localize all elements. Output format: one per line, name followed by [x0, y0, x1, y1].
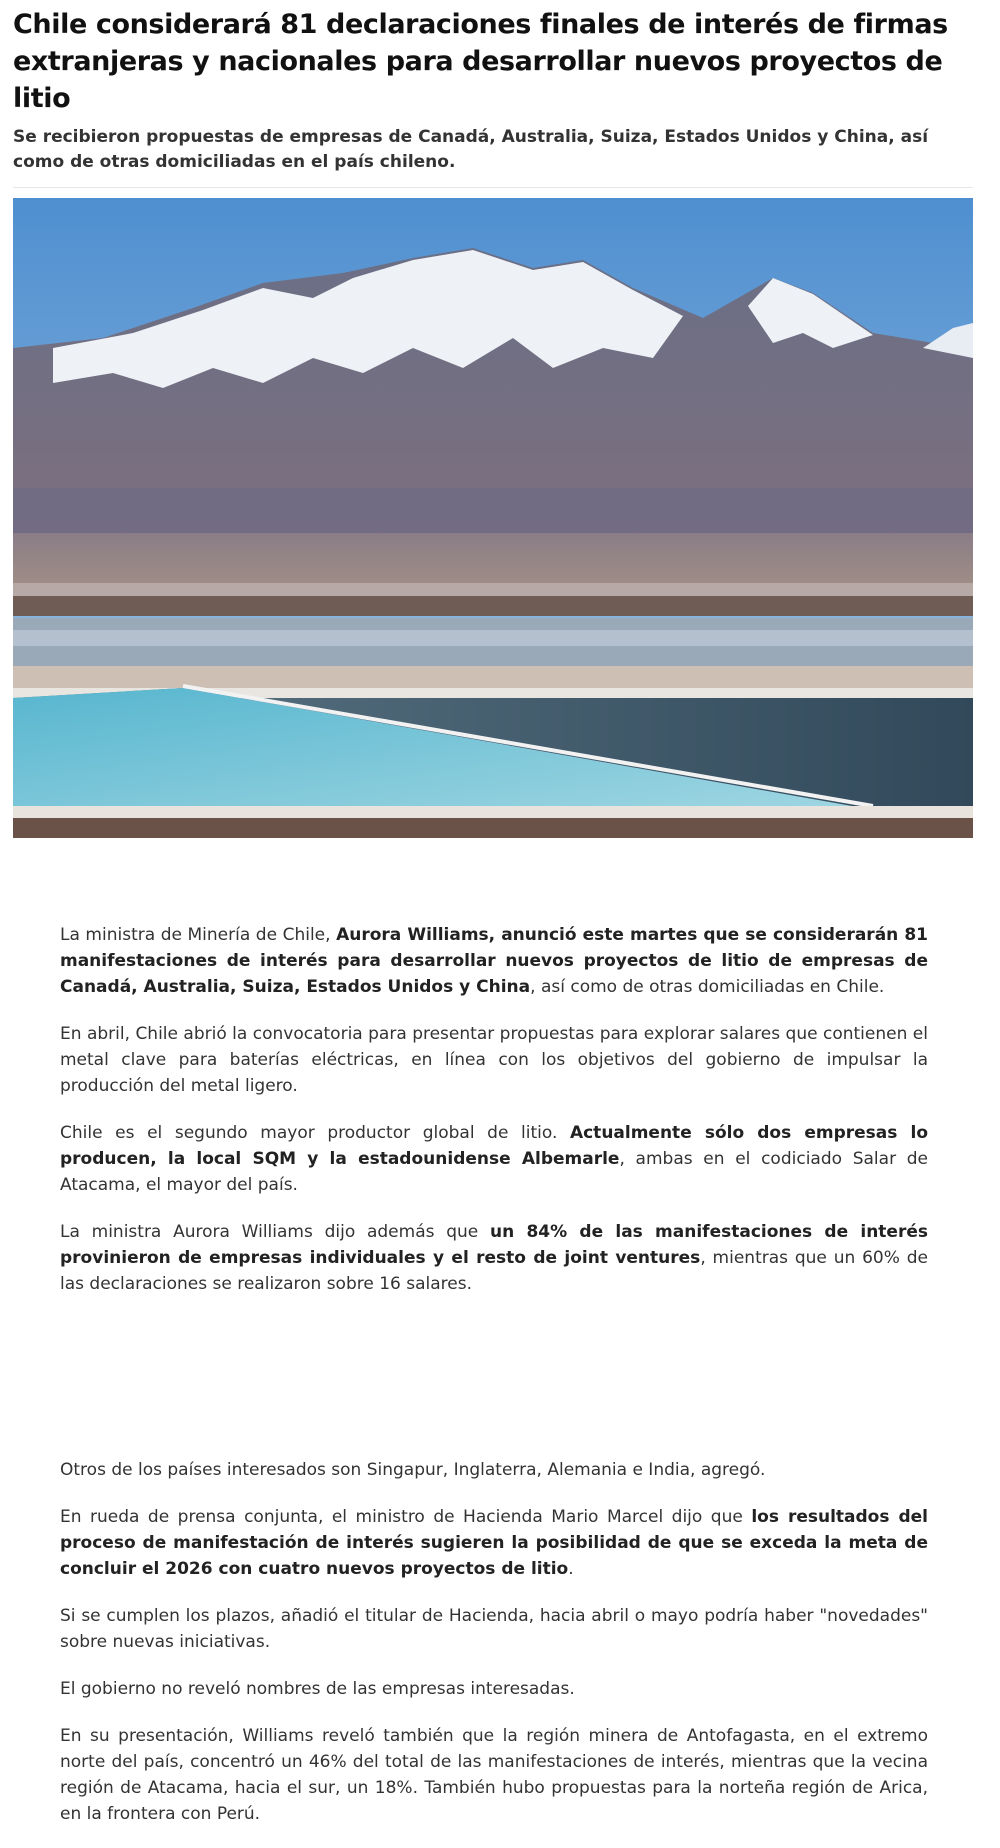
paragraph-5: Otros de los países interesados son Singapur, Inglaterra, Alemania e India, agregó.	[60, 1460, 766, 1480]
paragraph-8: El gobierno no reveló nombres de las empresas interesadas.	[60, 1679, 575, 1699]
header-divider	[13, 187, 973, 188]
paragraph-1: La ministra de Minería de Chile, Aurora Williams, anunció este martes que se considerarán 81 manifestaciones de interés para desarrollar nuevos proyectos de litio de empresas de Canadá, Australia, Suiza, Estados Unidos y China, así como de otras domiciliadas en Chile.	[60, 925, 928, 997]
paragraph-4: La ministra Aurora Williams dijo además que un 84% de las manifestaciones de interés provinieron de empresas individuales y el resto de joint ventures, mientras que un 60% de las declaraciones se realizaron sobre 16 salares.	[60, 1222, 928, 1294]
article-body	[60, 922, 928, 1848]
highlight-text: los resultados del proceso de manifestación de interés sugieren la posibilidad de que se exceda la meta de concluir el 2026 con cuatro nuevos proyectos de litio	[60, 1507, 928, 1579]
article-header	[13, 0, 973, 220]
paragraph-6: En rueda de prensa conjunta, el ministro de Hacienda Mario Marcel dijo que los resultados del proceso de manifestación de interés sugieren la posibilidad de que se exceda la meta de concluir el 2026 con cuatro nuevos proyectos de litio.	[60, 1507, 928, 1579]
article-subtitle: Se recibieron propuestas de empresas de Canadá, Australia, Suiza, Estados Unidos y China, así como de otras domiciliadas en el país chileno.	[13, 127, 929, 172]
ad-spacer	[60, 1318, 928, 1457]
paragraph-9: En su presentación, Williams reveló también que la región minera de Antofagasta, en el extremo norte del país, concentró un 46% del total de las manifestaciones de interés, mientras que la vecina región de Atacama, hacia el sur, un 18%. También hubo propuestas para la norteña región de Arica, en la frontera con Perú.	[60, 1726, 928, 1824]
article-title: Chile considerará 81 declaraciones finales de interés de firmas extranjeras y nacionales para desarrollar nuevos proyectos de litio	[13, 9, 948, 114]
paragraph-7: Si se cumplen los plazos, añadió el titular de Hacienda, hacia abril o mayo podría haber "novedades" sobre nuevas iniciativas.	[60, 1606, 928, 1652]
highlight-text: un 84% de las manifestaciones de interés provinieron de empresas individuales y el resto de joint ventures	[60, 1222, 928, 1268]
highlight-text: Actualmente sólo dos empresas lo producen, la local SQM y la estadounidense Albemarle	[60, 1123, 928, 1169]
paragraph-3: Chile es el segundo mayor productor global de litio. Actualmente sólo dos empresas lo producen, la local SQM y la estadounidense Albemarle, ambas en el codiciado Salar de Atacama, el mayor del país.	[60, 1123, 928, 1195]
highlight-text: Aurora Williams, anunció este martes que se considerarán 81 manifestaciones de interés para desarrollar nuevos proyectos de litio de empresas de Canadá, Australia, Suiza, Estados Unidos y China	[60, 925, 928, 997]
paragraph-2: En abril, Chile abrió la convocatoria para presentar propuestas para explorar salares que contienen el metal clave para baterías eléctricas, en línea con los objetivos del gobierno de impulsar la producción del metal ligero.	[60, 1024, 928, 1096]
hero-image	[13, 198, 973, 838]
